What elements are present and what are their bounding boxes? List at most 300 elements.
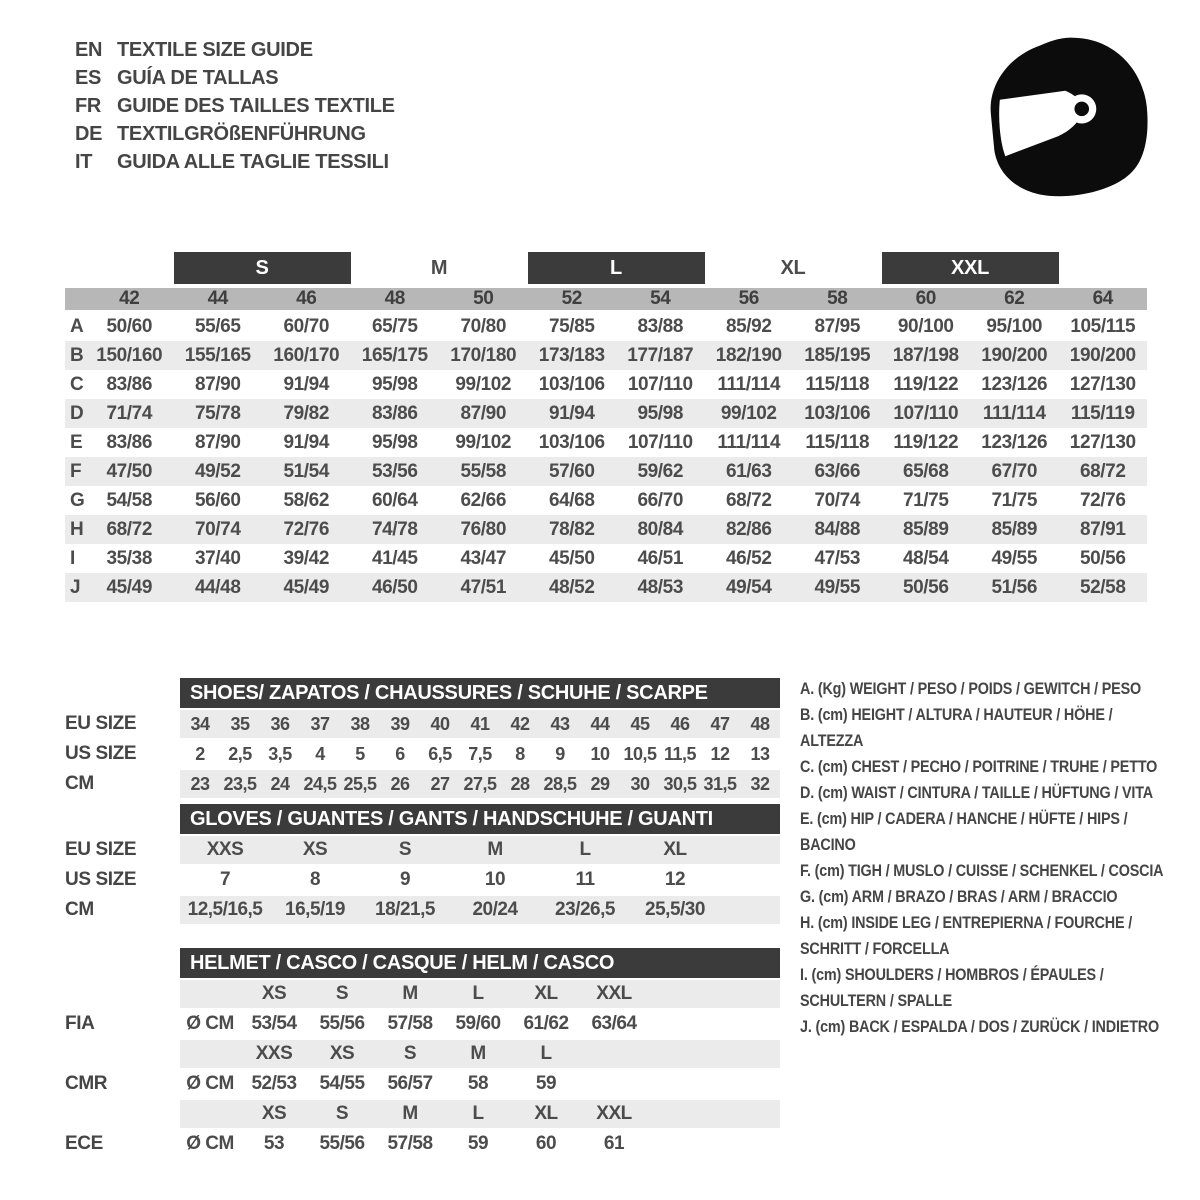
gloves-us-cell-2: 9	[399, 869, 411, 890]
size-cell-c-3: 95/98	[371, 373, 418, 395]
shoes-title-bar: SHOES/ ZAPATOS / CHAUSSURES / SCHUHE / SCARPE	[180, 678, 780, 708]
helmet-fia-sizes	[180, 980, 780, 1008]
shoes-us-cell-9: 9	[555, 743, 565, 764]
shoes-cm-cell-11: 30	[630, 773, 650, 794]
size-column-3: 48	[384, 288, 405, 309]
shoes-cm-label: CM	[65, 773, 94, 794]
shoes-cm-cell-7: 27,5	[463, 773, 497, 794]
size-cell-f-1: 49/52	[194, 460, 241, 482]
language-row-3	[75, 120, 395, 148]
shoes-us-cell-5: 6	[395, 743, 405, 764]
size-column-5: 52	[561, 288, 582, 309]
helmet-fia-unit: Ø CM	[186, 1013, 234, 1034]
size-cell-g-4: 62/66	[460, 489, 507, 511]
size-cell-i-8: 47/53	[814, 547, 861, 569]
size-column-0: 42	[119, 288, 140, 309]
shoes-cm-cell-5: 26	[390, 773, 410, 794]
size-row-f	[65, 457, 1147, 486]
helmet-ece-sizes	[180, 1100, 780, 1128]
language-label: GUIDA ALLE TAGLIE TESSILI	[117, 150, 389, 173]
size-cell-g-6: 66/70	[637, 489, 684, 511]
size-cell-d-1: 75/78	[194, 402, 241, 424]
size-cell-h-3: 74/78	[371, 518, 418, 540]
size-column-10: 62	[1004, 288, 1025, 309]
gloves-cm-cell-3: 20/24	[472, 899, 518, 920]
shoes-us-cell-0: 2	[195, 743, 205, 764]
size-cell-a-3: 65/75	[371, 315, 418, 337]
row-letter-f: F	[70, 460, 82, 482]
row-letter-c: C	[70, 373, 84, 395]
language-row-4	[75, 148, 395, 176]
size-cell-b-10: 190/200	[981, 344, 1048, 366]
helmet-fia-sizes-spacer	[65, 980, 180, 1008]
gloves-us-row	[65, 866, 780, 894]
helmet-ece-unit: Ø CM	[186, 1133, 234, 1154]
shoes-us-cell-10: 10	[590, 743, 610, 764]
size-cell-a-9: 90/100	[897, 315, 954, 337]
helmet-fia-cell-2: 57/58	[387, 1013, 433, 1034]
helmet-table	[65, 948, 780, 1158]
size-cell-f-9: 65/68	[902, 460, 949, 482]
size-group-s: S	[174, 252, 351, 284]
gloves-us-label: US SIZE	[65, 869, 137, 890]
size-cell-g-11: 72/76	[1079, 489, 1126, 511]
shoes-us-cell-3: 4	[315, 743, 325, 764]
helmet-cmr-size-1: XS	[329, 1043, 355, 1064]
size-cell-i-0: 35/38	[106, 547, 153, 569]
size-cell-j-1: 44/48	[194, 576, 241, 598]
size-cell-a-4: 70/80	[460, 315, 507, 337]
row-letter-g: G	[70, 489, 85, 511]
size-row-e	[65, 428, 1147, 457]
size-cell-c-7: 111/114	[717, 373, 781, 395]
size-cell-d-9: 107/110	[893, 402, 959, 424]
helmet-cmr-sizes-row	[65, 1040, 780, 1068]
helmet-ece-size-2: M	[402, 1103, 418, 1124]
size-cell-d-4: 87/90	[460, 402, 507, 424]
helmet-fia-cell-3: 59/60	[455, 1013, 501, 1034]
shoes-eu-cell-4: 38	[350, 713, 370, 734]
helmet-ece-sizes-row	[65, 1100, 780, 1128]
helmet-title-bar: HELMET / CASCO / CASQUE / HELM / CASCO	[180, 948, 780, 978]
gloves-us-cell-4: 11	[575, 869, 595, 890]
size-cell-h-11: 87/91	[1079, 518, 1126, 540]
language-row-0	[75, 36, 395, 64]
size-cell-b-8: 185/195	[804, 344, 871, 366]
size-cell-j-11: 52/58	[1079, 576, 1126, 598]
shoes-us-row	[65, 740, 780, 768]
gloves-eu-cell-0: XXS	[206, 839, 244, 860]
shoes-cm-cell-0: 23	[190, 773, 210, 794]
size-cell-i-5: 45/50	[548, 547, 595, 569]
row-letter-d: D	[70, 402, 84, 424]
size-cell-g-3: 60/64	[371, 489, 418, 511]
helmet-ece-label: ECE	[65, 1133, 103, 1154]
size-cell-i-11: 50/56	[1079, 547, 1126, 569]
gloves-cm-cell-2: 18/21,5	[375, 899, 435, 920]
size-cell-b-11: 190/200	[1069, 344, 1136, 366]
size-cell-h-5: 78/82	[548, 518, 595, 540]
legend-item-2: C. (cm) CHEST / PECHO / POITRINE / TRUHE / PETTO	[800, 757, 1158, 776]
gloves-us-values	[180, 866, 780, 894]
size-column-1: 44	[207, 288, 228, 309]
shoes-eu-cell-6: 40	[430, 713, 450, 734]
gloves-cm-values	[180, 896, 780, 924]
size-cell-j-9: 50/56	[902, 576, 949, 598]
row-letter-i: I	[70, 547, 75, 569]
size-cell-b-1: 155/165	[184, 344, 251, 366]
size-cell-d-10: 111/114	[982, 402, 1046, 424]
shoes-us-cell-12: 11,5	[663, 743, 697, 764]
size-row-h	[65, 515, 1147, 544]
language-code: EN	[75, 38, 103, 61]
helmet-cmr-unit: Ø CM	[186, 1073, 234, 1094]
size-cell-h-4: 76/80	[460, 518, 507, 540]
helmet-fia-cell-0: 53/54	[251, 1013, 297, 1034]
size-cell-f-7: 61/63	[725, 460, 772, 482]
size-cell-j-7: 49/54	[725, 576, 772, 598]
language-code: IT	[75, 150, 93, 173]
shoes-table	[65, 678, 780, 798]
size-group-xxl: XXL	[882, 252, 1059, 284]
size-cell-h-7: 82/86	[725, 518, 772, 540]
helmet-fia-cell-4: 61/62	[523, 1013, 569, 1034]
language-row-2	[75, 92, 395, 120]
language-label: GUIDE DES TAILLES TEXTILE	[117, 94, 395, 117]
size-cell-g-1: 56/60	[194, 489, 241, 511]
gloves-title-bar: GLOVES / GUANTES / GANTS / HANDSCHUHE / GUANTI	[180, 804, 780, 834]
shoes-us-cell-2: 3,5	[268, 743, 292, 764]
size-cell-b-4: 170/180	[450, 344, 517, 366]
shoes-us-cell-8: 8	[515, 743, 525, 764]
racing-helmet-icon	[978, 30, 1160, 206]
language-row-1	[75, 64, 395, 92]
measurement-legend	[800, 676, 1172, 1040]
shoes-eu-cell-9: 43	[550, 713, 570, 734]
shoes-eu-cell-8: 42	[510, 713, 530, 734]
helmet-fia-unit-spacer	[180, 980, 240, 1008]
language-list	[75, 36, 395, 176]
size-cell-e-7: 111/114	[717, 431, 781, 453]
size-group-row	[65, 252, 1147, 284]
size-cell-f-3: 53/56	[371, 460, 418, 482]
shoes-us-cell-1: 2,5	[228, 743, 252, 764]
helmet-cmr-label: CMR	[65, 1073, 108, 1094]
helmet-fia-label: FIA	[65, 1013, 95, 1034]
helmet-cmr-size-4: L	[540, 1043, 552, 1064]
size-cell-b-2: 160/170	[273, 344, 340, 366]
shoes-eu-cell-12: 46	[670, 713, 690, 734]
helmet-ece-cell-0: 53	[263, 1133, 285, 1154]
size-group-xl: XL	[780, 256, 806, 279]
size-cell-a-7: 85/92	[725, 315, 772, 337]
helmet-cmr-size-3: M	[470, 1043, 486, 1064]
helmet-fia-cell-5: 63/64	[591, 1013, 637, 1034]
size-cell-c-11: 127/130	[1069, 373, 1136, 395]
helmet-ece-size-0: XS	[261, 1103, 287, 1124]
helmet-cmr-cell-4: 59	[535, 1073, 557, 1094]
gloves-us-cell-0: 7	[219, 869, 231, 890]
shoes-cm-cell-8: 28	[510, 773, 530, 794]
size-cell-h-9: 85/89	[902, 518, 949, 540]
gloves-cm-cell-5: 25,5/30	[645, 899, 705, 920]
gloves-us-cell-3: 10	[484, 869, 506, 890]
legend-item-4: E. (cm) HIP / CADERA / HANCHE / HÜFTE / HIPS / BACINO	[800, 809, 1128, 854]
helmet-ece-size-3: L	[472, 1103, 484, 1124]
size-cell-d-6: 95/98	[637, 402, 684, 424]
helmet-ece-unit-spacer	[180, 1100, 240, 1128]
size-cell-j-10: 51/56	[991, 576, 1038, 598]
shoes-eu-cell-14: 48	[750, 713, 770, 734]
shoes-cm-row	[65, 770, 780, 798]
size-cell-a-10: 95/100	[986, 315, 1043, 337]
shoes-eu-cell-2: 36	[270, 713, 290, 734]
shoes-eu-cell-3: 37	[310, 713, 330, 734]
helmet-ece-cell-4: 60	[535, 1133, 557, 1154]
size-cell-f-10: 67/70	[991, 460, 1038, 482]
shoes-cm-cell-2: 24	[270, 773, 290, 794]
size-cell-d-11: 115/119	[1070, 402, 1135, 424]
legend-item-8: I. (cm) SHOULDERS / HOMBROS / ÉPAULES / SCHULTERN / SPALLE	[800, 965, 1104, 1010]
helmet-fia-values	[180, 1010, 780, 1038]
shoes-cm-cell-4: 25,5	[343, 773, 377, 794]
shoes-eu-cell-10: 44	[590, 713, 610, 734]
gloves-cm-label: CM	[65, 899, 94, 920]
size-cell-i-7: 46/52	[725, 547, 772, 569]
size-cell-b-3: 165/175	[361, 344, 428, 366]
gloves-cm-cell-1: 16,5/19	[285, 899, 345, 920]
size-cell-i-2: 39/42	[283, 547, 330, 569]
legend-item-1: B. (cm) HEIGHT / ALTURA / HAUTEUR / HÖHE / ALTEZZA	[800, 705, 1113, 750]
row-letter-b: B	[70, 344, 84, 366]
size-row-b	[65, 341, 1147, 370]
shoes-eu-label: EU SIZE	[65, 713, 137, 734]
size-cell-f-6: 59/62	[637, 460, 684, 482]
size-cell-j-2: 45/49	[283, 576, 330, 598]
helmet-ece-cell-3: 59	[467, 1133, 489, 1154]
gloves-eu-values	[180, 836, 780, 864]
size-cell-i-10: 49/55	[991, 547, 1038, 569]
size-row-i	[65, 544, 1147, 573]
size-column-9: 60	[915, 288, 936, 309]
size-cell-j-6: 48/53	[637, 576, 684, 598]
shoes-cm-values	[180, 770, 780, 798]
size-cell-b-5: 173/183	[538, 344, 605, 366]
shoes-us-values	[180, 740, 780, 768]
helmet-fia-size-0: XS	[261, 983, 287, 1004]
shoes-cm-cell-3: 24,5	[303, 773, 337, 794]
helmet-cmr-values	[180, 1070, 780, 1098]
size-cell-i-1: 37/40	[194, 547, 241, 569]
shoes-cm-cell-12: 30,5	[663, 773, 697, 794]
size-cell-a-11: 105/115	[1070, 315, 1136, 337]
size-cell-h-1: 70/74	[194, 518, 241, 540]
size-column-7: 56	[738, 288, 759, 309]
size-column-11: 64	[1092, 288, 1113, 309]
helmet-ece-size-5: XXL	[596, 1103, 632, 1124]
row-letter-a: A	[70, 315, 84, 337]
shoes-eu-values	[180, 710, 780, 738]
shoes-cm-cell-14: 32	[750, 773, 770, 794]
size-row-a	[65, 312, 1147, 341]
helmet-cmr-values-row	[65, 1070, 780, 1098]
size-cell-d-5: 91/94	[548, 402, 595, 424]
legend-item-7: H. (cm) INSIDE LEG / ENTREPIERNA / FOURCHE / SCHRITT / FORCELLA	[800, 913, 1133, 958]
helmet-ece-size-1: S	[335, 1103, 349, 1124]
helmet-ece-values-row	[65, 1130, 780, 1158]
size-cell-b-0: 150/160	[96, 344, 163, 366]
helmet-fia-cell-1: 55/56	[319, 1013, 365, 1034]
shoes-eu-cell-0: 34	[190, 713, 210, 734]
legend-item-6: G. (cm) ARM / BRAZO / BRAS / ARM / BRACCIO	[800, 887, 1118, 906]
shoes-us-cell-14: 13	[750, 743, 770, 764]
size-cell-c-0: 83/86	[106, 373, 153, 395]
helmet-ece-cell-2: 57/58	[387, 1133, 433, 1154]
size-cell-c-10: 123/126	[981, 373, 1048, 395]
shoes-us-cell-11: 10,5	[623, 743, 657, 764]
size-column-8: 58	[827, 288, 848, 309]
helmet-fia-size-4: XL	[534, 983, 558, 1004]
helmet-cmr-cell-2: 56/57	[387, 1073, 433, 1094]
size-cell-c-6: 107/110	[627, 373, 693, 395]
size-cell-e-3: 95/98	[371, 431, 418, 453]
shoes-us-cell-7: 7,5	[468, 743, 492, 764]
language-code: DE	[75, 122, 103, 145]
size-cell-a-0: 50/60	[106, 315, 153, 337]
gloves-table	[65, 804, 780, 924]
shoes-eu-cell-7: 41	[470, 713, 490, 734]
shoes-us-cell-6: 6,5	[428, 743, 452, 764]
size-cell-j-0: 45/49	[106, 576, 153, 598]
size-cell-d-8: 103/106	[804, 402, 871, 424]
helmet-cmr-cell-0: 52/53	[251, 1073, 297, 1094]
helmet-ece-cell-5: 61	[603, 1133, 625, 1154]
gloves-cm-cell-0: 12,5/16,5	[187, 899, 263, 920]
shoes-eu-cell-11: 45	[630, 713, 650, 734]
size-cell-g-8: 70/74	[814, 489, 861, 511]
size-cell-g-9: 71/75	[902, 489, 949, 511]
shoes-eu-row	[65, 710, 780, 738]
size-cell-e-6: 107/110	[627, 431, 693, 453]
size-cell-a-1: 55/65	[194, 315, 241, 337]
gloves-eu-label: EU SIZE	[65, 839, 137, 860]
helmet-ece-cell-1: 55/56	[319, 1133, 365, 1154]
size-cell-d-0: 71/74	[106, 402, 153, 424]
size-cell-h-6: 80/84	[637, 518, 684, 540]
legend-item-0: A. (Kg) WEIGHT / PESO / POIDS / GEWITCH / PESO	[800, 679, 1142, 698]
helmet-cmr-unit-spacer	[180, 1040, 240, 1068]
legend-item-5: F. (cm) TIGH / MUSLO / CUISSE / SCHENKEL / COSCIA	[800, 861, 1164, 880]
helmet-fia-size-3: L	[472, 983, 484, 1004]
row-letter-j: J	[70, 576, 81, 598]
row-letter-e: E	[70, 431, 83, 453]
size-cell-b-7: 182/190	[715, 344, 782, 366]
size-cell-g-0: 54/58	[106, 489, 153, 511]
size-column-2: 46	[296, 288, 317, 309]
size-row-c	[65, 370, 1147, 399]
size-cell-c-4: 99/102	[455, 373, 512, 395]
size-cell-b-6: 177/187	[627, 344, 694, 366]
shoes-eu-cell-5: 39	[390, 713, 410, 734]
gloves-cm-cell-4: 23/26,5	[555, 899, 615, 920]
size-cell-f-2: 51/54	[283, 460, 330, 482]
shoes-eu-cell-13: 47	[710, 713, 730, 734]
helmet-fia-size-2: M	[402, 983, 418, 1004]
size-group-m: M	[430, 256, 448, 279]
gloves-eu-cell-4: L	[579, 839, 591, 860]
size-cell-j-8: 49/55	[814, 576, 861, 598]
size-cell-h-8: 84/88	[814, 518, 861, 540]
size-cell-e-11: 127/130	[1069, 431, 1136, 453]
size-cell-j-3: 46/50	[371, 576, 418, 598]
size-cell-f-8: 63/66	[814, 460, 861, 482]
size-cell-g-7: 68/72	[725, 489, 772, 511]
size-cell-c-2: 91/94	[283, 373, 330, 395]
gloves-eu-cell-2: S	[398, 839, 412, 860]
size-cell-e-0: 83/86	[106, 431, 153, 453]
shoes-eu-cell-1: 35	[230, 713, 250, 734]
size-cell-g-10: 71/75	[991, 489, 1038, 511]
helmet-ece-values	[180, 1130, 780, 1158]
size-cell-d-7: 99/102	[720, 402, 777, 424]
size-group-l: L	[528, 252, 705, 284]
row-letter-h: H	[70, 518, 84, 540]
gloves-us-cell-1: 8	[309, 869, 321, 890]
number-row-spacer	[65, 288, 85, 310]
size-cell-f-5: 57/60	[548, 460, 595, 482]
gloves-cm-row	[65, 896, 780, 924]
size-cell-e-1: 87/90	[194, 431, 241, 453]
gloves-eu-cell-1: XS	[302, 839, 328, 860]
size-cell-i-4: 43/47	[460, 547, 507, 569]
size-cell-h-0: 68/72	[106, 518, 153, 540]
gloves-eu-cell-5: XL	[663, 839, 687, 860]
shoes-cm-cell-6: 27	[430, 773, 450, 794]
size-cell-d-2: 79/82	[283, 402, 330, 424]
size-row-j	[65, 573, 1147, 602]
size-cell-g-2: 58/62	[283, 489, 330, 511]
size-cell-c-8: 115/118	[805, 373, 870, 395]
shoes-cm-cell-9: 28,5	[543, 773, 577, 794]
size-column-4: 50	[473, 288, 494, 309]
size-cell-h-2: 72/76	[283, 518, 330, 540]
size-cell-a-6: 83/88	[637, 315, 684, 337]
shoes-cm-cell-13: 31,5	[703, 773, 737, 794]
language-label: TEXTILGRÖßENFÜHRUNG	[117, 122, 366, 145]
helmet-cmr-size-0: XXS	[255, 1043, 293, 1064]
size-cell-a-2: 60/70	[283, 315, 330, 337]
shoes-cm-cell-10: 29	[590, 773, 610, 794]
language-label: GUÍA DE TALLAS	[117, 66, 279, 89]
size-cell-g-5: 64/68	[548, 489, 595, 511]
size-cell-h-10: 85/89	[991, 518, 1038, 540]
helmet-fia-size-5: XXL	[596, 983, 632, 1004]
size-cell-e-10: 123/126	[981, 431, 1048, 453]
helmet-fia-sizes-row	[65, 980, 780, 1008]
size-cell-j-4: 47/51	[460, 576, 507, 598]
helmet-cmr-sizes	[180, 1040, 780, 1068]
legend-item-9: J. (cm) BACK / ESPALDA / DOS / ZURÜCK / INDIETRO	[800, 1017, 1160, 1036]
size-cell-c-1: 87/90	[194, 373, 241, 395]
size-cell-e-4: 99/102	[455, 431, 512, 453]
size-cell-i-9: 48/54	[902, 547, 949, 569]
size-cell-c-9: 119/122	[893, 373, 959, 395]
language-code: FR	[75, 94, 102, 117]
size-cell-f-11: 68/72	[1079, 460, 1126, 482]
size-row-g	[65, 486, 1147, 515]
size-cell-i-6: 46/51	[637, 547, 684, 569]
helmet-cmr-sizes-spacer	[65, 1040, 180, 1068]
